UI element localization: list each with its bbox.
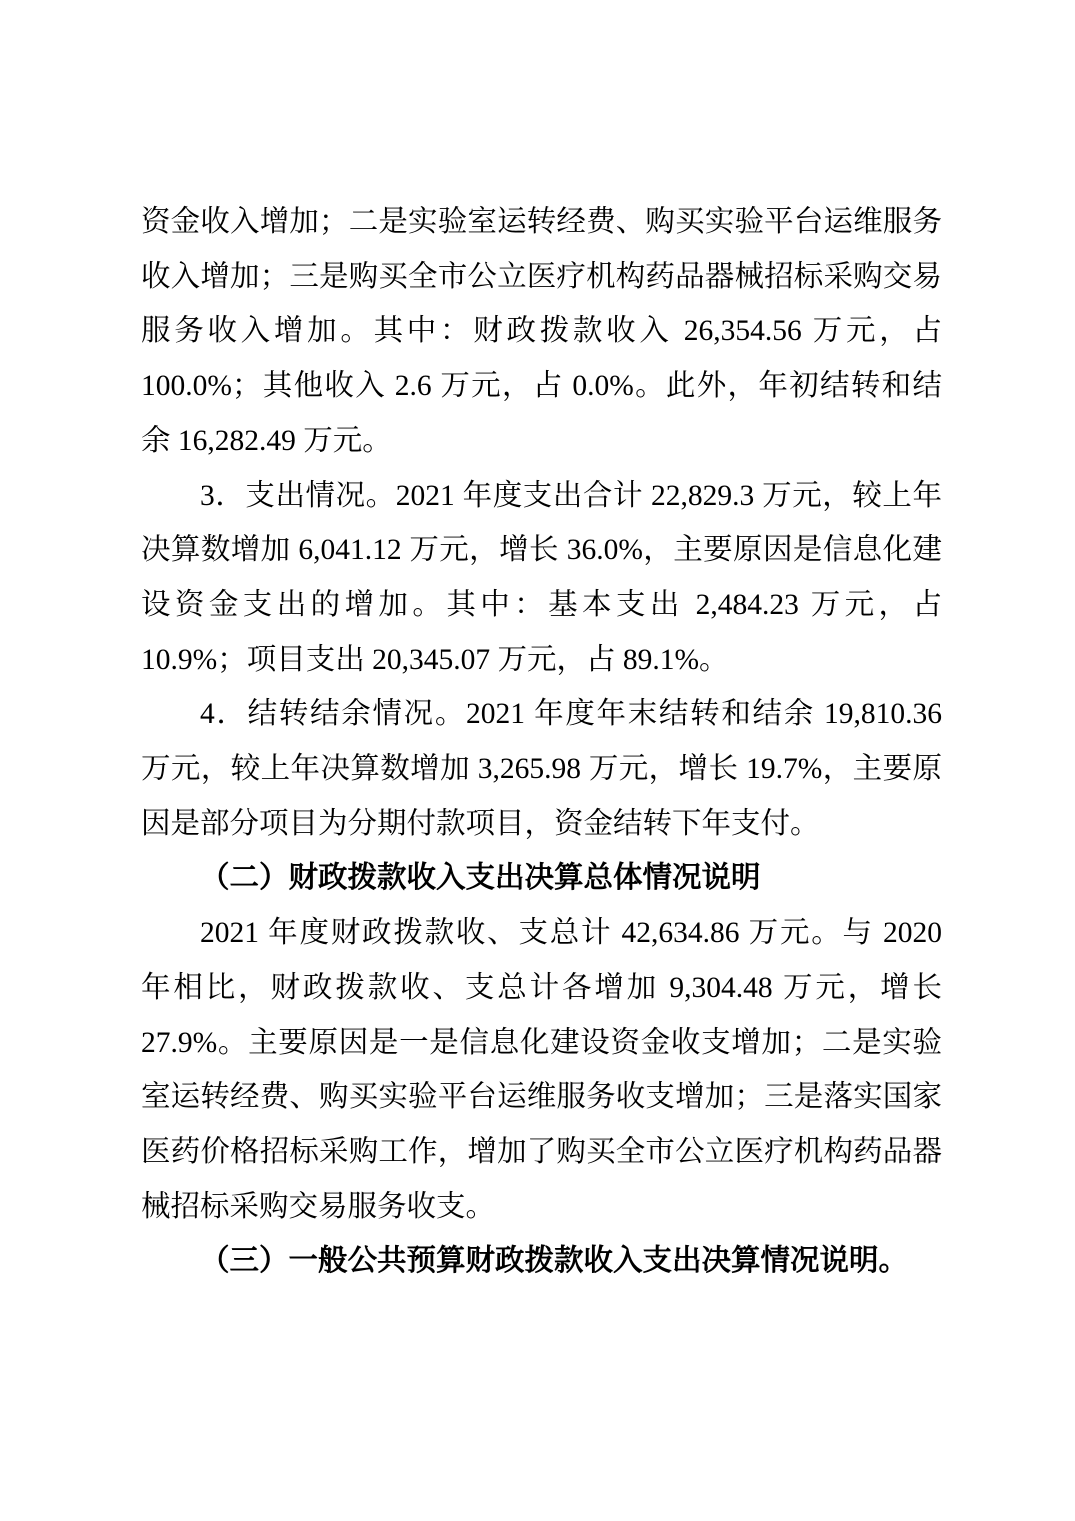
paragraph-fiscal-appropriation-total: 2021 年度财政拨款收、支总计 42,634.86 万元。与 2020 年相比，财政拨款收、支总计各增加 9,304.48 万元，增长 27.9%。主要原因是一是信息化建设资金收支增加；二是实验室运转经费、购买实验平台运维服务收支增加；三是落实国家医药价格招标采购工作，增加了购买全市公立医疗机构药品器械招标采购交易服务收支。 xyxy=(141,917,942,1223)
paragraph-expenditure-situation: 3．支出情况。2021 年度支出合计 22,829.3 万元，较上年决算数增加 6,041.12 万元，增长 36.0%，主要原因是信息化建设资金支出的增加。其中：基本支出 2,484.23 万元，占 10.9%；项目支出 20,345.07 万元，占 89.1%。 xyxy=(141,479,942,676)
paragraph-income-continuation: 资金收入增加；二是实验室运转经费、购买实验平台运维服务收入增加；三是购买全市公立医疗机构药品器械招标采购交易服务收入增加。其中：财政拨款收入 26,354.56 万元，占 100.0%；其他收入 2.6 万元，占 0.0%。此外，年初结转和结余 16,282.49 万元。 xyxy=(141,206,942,457)
section-heading-general-public-budget: （三）一般公共预算财政拨款收入支出决算情况说明。 xyxy=(200,1245,909,1278)
document-text-block xyxy=(141,195,942,1289)
paragraph-carryover-surplus: 4．结转结余情况。2021 年度年末结转和结余 19,810.36 万元，较上年决算数增加 3,265.98 万元，增长 19.7%，主要原因是部分项目为分期付款项目，资金结转下年支付。 xyxy=(141,698,942,840)
section-heading-fiscal-appropriation-overview: （二）财政拨款收入支出决算总体情况说明 xyxy=(200,862,761,895)
